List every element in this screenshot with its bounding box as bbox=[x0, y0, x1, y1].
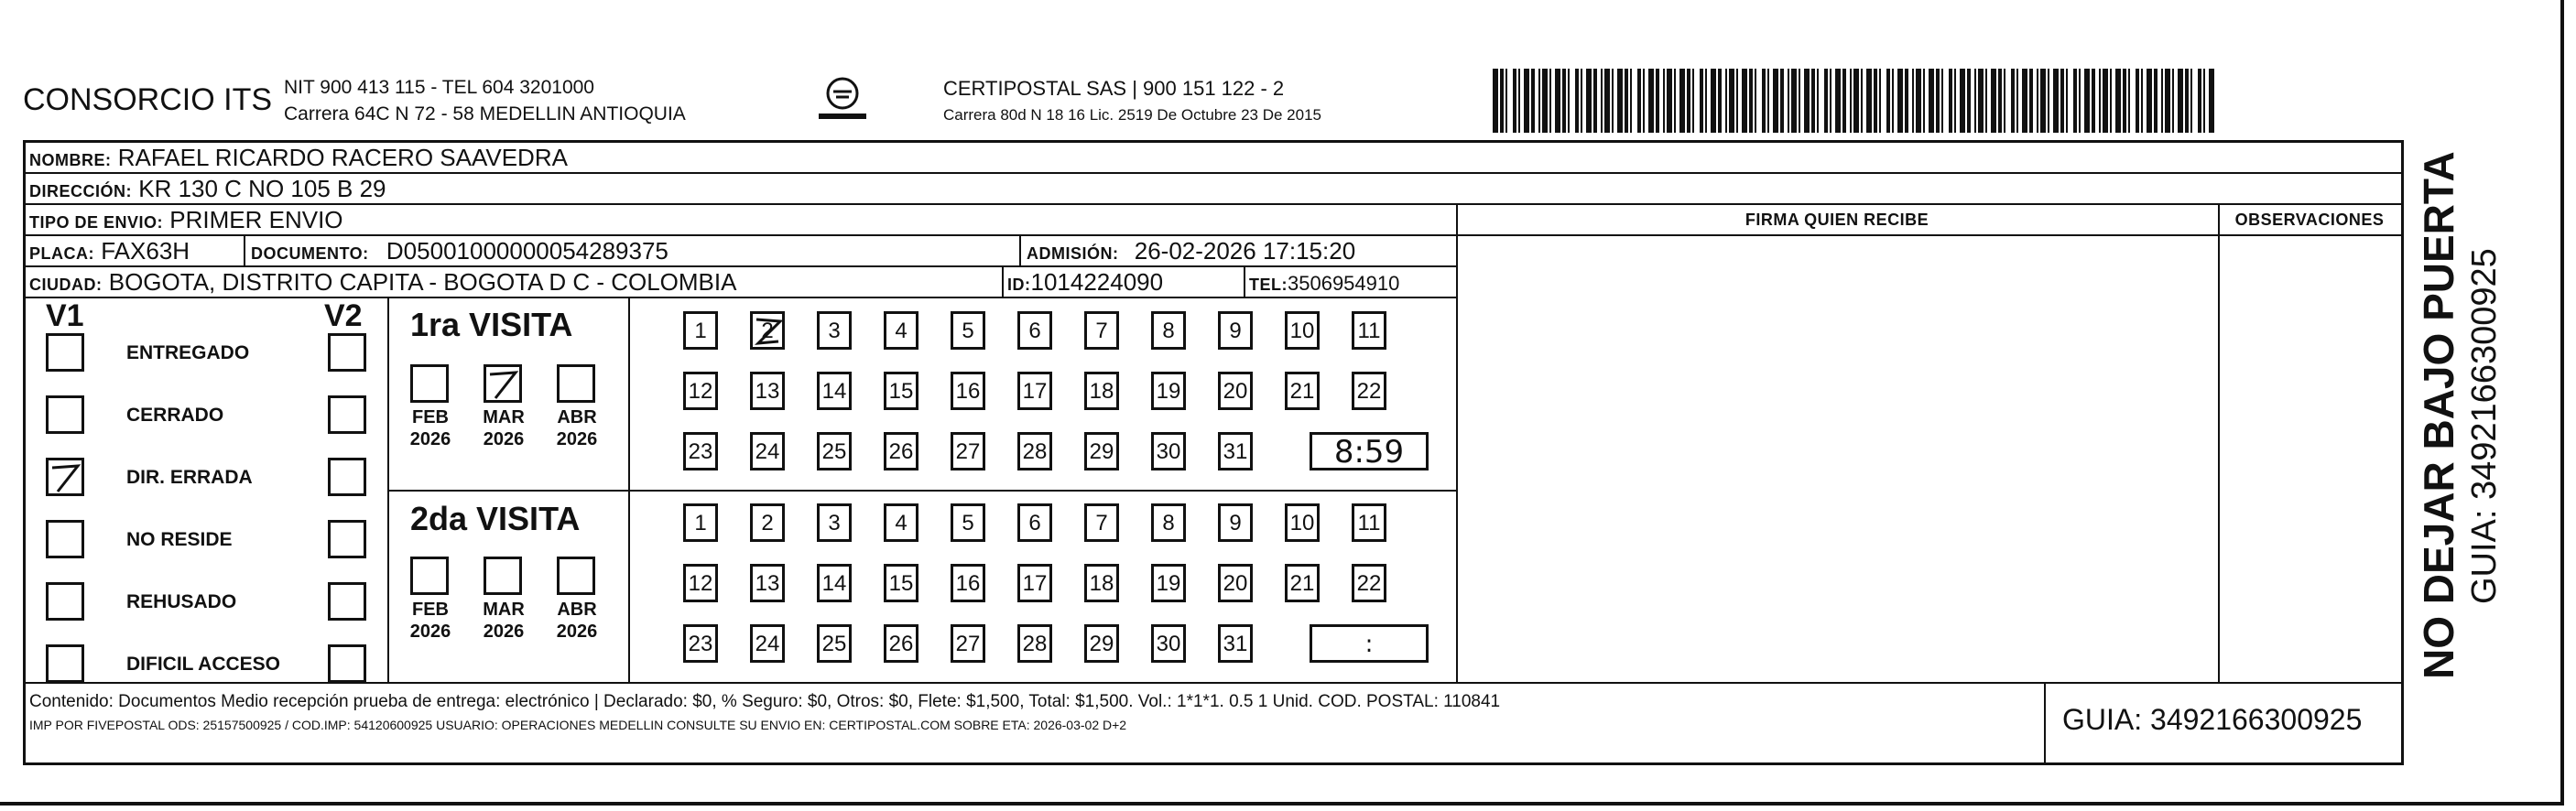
barcode-bar bbox=[1897, 69, 1903, 133]
barcode-bar bbox=[1978, 69, 1984, 133]
month-label bbox=[476, 406, 531, 450]
barcode-bar bbox=[1648, 69, 1654, 133]
barcode-bar bbox=[2203, 69, 2205, 133]
admision-value: 26-02-2026 17:15:20 bbox=[1134, 237, 1356, 265]
month-name: ABR bbox=[557, 600, 597, 620]
barcode-bar bbox=[2037, 69, 2038, 133]
month-label bbox=[476, 599, 531, 643]
day-number: 2 bbox=[761, 319, 774, 343]
barcode-bar bbox=[2048, 69, 2049, 133]
day-box[interactable]: 23 bbox=[683, 432, 718, 470]
day-box[interactable]: 20 bbox=[1218, 564, 1253, 602]
barcode-bar bbox=[1804, 69, 1810, 133]
tel-value: 3506954910 bbox=[1288, 272, 1400, 295]
barcode-bar bbox=[1967, 69, 1971, 133]
observaciones-label: OBSERVACIONES bbox=[2218, 205, 2401, 236]
month-name: ABR bbox=[557, 407, 597, 427]
month-name: MAR bbox=[483, 600, 525, 620]
month-label bbox=[549, 406, 604, 450]
barcode-bar bbox=[1656, 69, 1659, 133]
barcode-bar bbox=[2141, 69, 2143, 133]
barcode-bar bbox=[1562, 69, 1566, 133]
tipo-value: PRIMER ENVIO bbox=[169, 206, 343, 233]
barcode-bar bbox=[2022, 69, 2027, 133]
day-box[interactable]: 15 bbox=[884, 564, 918, 602]
admision-field bbox=[1027, 236, 1355, 268]
barcode bbox=[1493, 69, 2225, 133]
day-box[interactable]: 27 bbox=[951, 432, 985, 470]
day-box[interactable]: 8 bbox=[1151, 503, 1186, 542]
barcode-bar bbox=[1581, 69, 1582, 133]
barcode-bar bbox=[1892, 69, 1894, 133]
footer-line1: Contenido: Documentos Medio recepción prueba de entrega: electrónico | Declarado: $0, % Seguro: $0, Otros: $0, Flete: $1,500, Total: $1,500. Vol.: 1*1*1. 0.5 1 Unid. COD. POSTAL: 110841 bbox=[29, 692, 1501, 711]
barcode-bar bbox=[1493, 69, 1498, 133]
day-box[interactable]: 11 bbox=[1352, 503, 1386, 542]
barcode-bar bbox=[1874, 69, 1877, 133]
barcode-bar bbox=[1593, 69, 1597, 133]
second-visit-title: 2da VISITA bbox=[410, 500, 581, 537]
barcode-bar bbox=[1637, 69, 1641, 133]
ciudad-value: BOGOTA, DISTRITO CAPITA - BOGOTA D C - COLOMBIA bbox=[108, 268, 737, 296]
barcode-bar bbox=[1505, 69, 1507, 133]
barcode-bar bbox=[1835, 69, 1841, 133]
row-nombre bbox=[26, 143, 2401, 174]
day-box[interactable]: 1 bbox=[683, 503, 718, 542]
day-box[interactable]: 21 bbox=[1285, 564, 1320, 602]
day-box[interactable]: 25 bbox=[817, 624, 852, 663]
divider-id bbox=[1002, 267, 1004, 297]
day-box[interactable]: 15 bbox=[884, 372, 918, 410]
day-box[interactable]: 9 bbox=[1218, 311, 1253, 350]
day-box[interactable]: 18 bbox=[1084, 372, 1119, 410]
v1-label: V1 bbox=[46, 298, 84, 333]
divider-firma bbox=[1456, 205, 1458, 682]
row-direccion bbox=[26, 174, 2401, 205]
id-value: 1014224090 bbox=[1030, 268, 1164, 296]
v2-checkbox[interactable] bbox=[328, 520, 366, 558]
documento-value: D05001000000054289375 bbox=[386, 237, 668, 265]
day-box[interactable]: 26 bbox=[884, 432, 918, 470]
barcode-bar bbox=[2161, 69, 2163, 133]
day-box[interactable]: 11 bbox=[1352, 311, 1386, 350]
day-box[interactable]: 21 bbox=[1285, 372, 1320, 410]
month-name: FEB bbox=[412, 407, 449, 427]
day-box[interactable]: 26 bbox=[884, 624, 918, 663]
barcode-bar bbox=[2103, 69, 2108, 133]
barcode-bar bbox=[1538, 69, 1540, 133]
barcode-bar bbox=[1568, 69, 1570, 133]
day-box[interactable]: 14 bbox=[817, 372, 852, 410]
barcode-bar bbox=[1667, 69, 1672, 133]
month-name: MAR bbox=[483, 407, 525, 427]
day-box[interactable]: 23 bbox=[683, 624, 718, 663]
day-box[interactable]: 30 bbox=[1151, 432, 1186, 470]
barcode-bar bbox=[2011, 69, 2015, 133]
day-box[interactable]: 31 bbox=[1218, 624, 1253, 663]
month-name: FEB bbox=[412, 600, 449, 620]
day-box[interactable]: 13 bbox=[750, 564, 785, 602]
barcode-bar bbox=[1998, 69, 2002, 133]
divider-observaciones bbox=[2218, 205, 2220, 682]
barcode-bar bbox=[2115, 69, 2121, 133]
certipostal-logo bbox=[806, 75, 879, 126]
barcode-bar bbox=[1929, 69, 1934, 133]
day-box[interactable]: 4 bbox=[884, 503, 918, 542]
shipping-form bbox=[23, 140, 2404, 765]
tipo-label: TIPO DE ENVIO: bbox=[29, 213, 164, 232]
barcode-bar bbox=[1687, 69, 1690, 133]
day-box[interactable]: 3 bbox=[817, 503, 852, 542]
company-info-line2: Carrera 64C N 72 - 58 MEDELLIN ANTIOQUIA bbox=[284, 103, 686, 124]
day-box[interactable]: 17 bbox=[1017, 564, 1052, 602]
nombre-value: RAFAEL RICARDO RACERO SAAVEDRA bbox=[117, 144, 568, 171]
barcode-bar bbox=[1617, 69, 1623, 133]
barcode-bar bbox=[1886, 69, 1890, 133]
status-label: CERRADO bbox=[126, 405, 224, 426]
status-label: DIFICIL ACCESO bbox=[126, 654, 281, 675]
barcode-bar bbox=[1773, 69, 1778, 133]
barcode-bar bbox=[1811, 69, 1815, 133]
ciudad-field bbox=[29, 267, 736, 299]
placa-field bbox=[29, 236, 190, 268]
delivery-grid bbox=[26, 298, 1456, 682]
company-info-line1: NIT 900 413 115 - TEL 604 3201000 bbox=[284, 77, 594, 98]
documento-label: DOCUMENTO: bbox=[251, 244, 369, 263]
barcode-bar bbox=[1586, 69, 1592, 133]
v2-checkbox[interactable] bbox=[328, 458, 366, 496]
barcode-bar bbox=[1949, 69, 1952, 133]
id-label: ID: bbox=[1007, 276, 1031, 294]
v2-checkbox[interactable] bbox=[328, 333, 366, 372]
barcode-bar bbox=[2040, 69, 2046, 133]
month-year: 2026 bbox=[409, 622, 451, 642]
barcode-bar bbox=[1542, 69, 1548, 133]
barcode-bar bbox=[1531, 69, 1535, 133]
barcode-bar bbox=[1830, 69, 1831, 133]
barcode-bar bbox=[1513, 69, 1516, 133]
day-box[interactable]: 9 bbox=[1218, 503, 1253, 542]
barcode-bar bbox=[1788, 69, 1789, 133]
barcode-bar bbox=[1912, 69, 1914, 133]
barcode-bar bbox=[2079, 69, 2081, 133]
barcode-bar bbox=[1549, 69, 1551, 133]
barcode-bar bbox=[1604, 69, 1610, 133]
divider-placa bbox=[244, 236, 245, 265]
v2-checkbox[interactable] bbox=[328, 395, 366, 434]
v1-checkbox[interactable] bbox=[46, 644, 84, 683]
barcode-bar bbox=[1916, 69, 1921, 133]
barcode-bar bbox=[1736, 69, 1738, 133]
v1-checkbox[interactable] bbox=[46, 458, 84, 496]
barcode-bar bbox=[2209, 69, 2214, 133]
barcode-bar bbox=[2053, 69, 2059, 133]
placa-label: PLACA: bbox=[29, 244, 94, 263]
day-box[interactable]: 5 bbox=[951, 311, 985, 350]
barcode-bar bbox=[2092, 69, 2095, 133]
day-box[interactable]: 8 bbox=[1151, 311, 1186, 350]
barcode-bar bbox=[2128, 69, 2130, 133]
divider-guia bbox=[2044, 684, 2046, 762]
time-box[interactable]: 8:59 bbox=[1310, 432, 1429, 470]
barcode-bar bbox=[2073, 69, 2077, 133]
barcode-bar bbox=[1879, 69, 1881, 133]
barcode-bar bbox=[1718, 69, 1722, 133]
day-box[interactable]: 10 bbox=[1285, 503, 1320, 542]
day-box[interactable]: 20 bbox=[1218, 372, 1253, 410]
company-name: CONSORCIO ITS bbox=[23, 82, 273, 117]
barcode-bar bbox=[2198, 69, 2201, 133]
barcode-bar bbox=[1762, 69, 1766, 133]
status-label: NO RESIDE bbox=[126, 529, 233, 550]
day-box[interactable]: 31 bbox=[1218, 432, 1253, 470]
barcode-bar bbox=[2029, 69, 2033, 133]
admision-label: ADMISIÓN: bbox=[1027, 244, 1119, 263]
footer-guia: GUIA: 3492166300925 bbox=[2062, 703, 2363, 736]
day-box[interactable]: 17 bbox=[1017, 372, 1052, 410]
logo-icon bbox=[806, 75, 879, 126]
barcode-bar bbox=[1905, 69, 1908, 133]
barcode-bar bbox=[1625, 69, 1628, 133]
barcode-bar bbox=[1817, 69, 1819, 133]
barcode-bar bbox=[2136, 69, 2139, 133]
direccion-value: KR 130 C NO 105 B 29 bbox=[138, 175, 386, 202]
barcode-graphic bbox=[1493, 69, 2225, 133]
divider-tel bbox=[1244, 267, 1245, 297]
barcode-bar bbox=[2099, 69, 2101, 133]
barcode-bar bbox=[1941, 69, 1943, 133]
barcode-bar bbox=[1630, 69, 1632, 133]
barcode-bar bbox=[1824, 69, 1828, 133]
month-year: 2026 bbox=[409, 429, 451, 449]
direccion-label: DIRECCIÓN: bbox=[29, 182, 132, 200]
day-box[interactable]: 19 bbox=[1151, 564, 1186, 602]
barcode-bar bbox=[1923, 69, 1925, 133]
barcode-bar bbox=[1799, 69, 1800, 133]
day-box[interactable]: 16 bbox=[951, 564, 985, 602]
month-year: 2026 bbox=[556, 622, 598, 642]
v1-checkbox[interactable] bbox=[46, 395, 84, 434]
day-box[interactable]: 13 bbox=[750, 372, 785, 410]
month-checkbox[interactable] bbox=[410, 364, 449, 403]
barcode-bar bbox=[2110, 69, 2112, 133]
barcode-bar bbox=[2190, 69, 2192, 133]
side-warning: NO DEJAR BAJO PUERTA bbox=[2415, 151, 2462, 679]
v2-checkbox[interactable] bbox=[328, 644, 366, 683]
ciudad-label: CIUDAD: bbox=[29, 276, 103, 294]
month-year: 2026 bbox=[483, 622, 525, 642]
day-box[interactable]: 6 bbox=[1017, 503, 1052, 542]
barcode-bar bbox=[1853, 69, 1859, 133]
v1-checkbox[interactable] bbox=[46, 520, 84, 558]
barcode-bar bbox=[1674, 69, 1676, 133]
row-ciudad bbox=[26, 267, 1456, 298]
status-label: ENTREGADO bbox=[126, 342, 250, 363]
barcode-bar bbox=[2185, 69, 2189, 133]
tel-label: TEL: bbox=[1249, 276, 1288, 294]
id-field bbox=[1007, 267, 1163, 299]
barcode-bar bbox=[2172, 69, 2174, 133]
barcode-bar bbox=[1679, 69, 1685, 133]
day-box[interactable]: 7 bbox=[1084, 503, 1119, 542]
day-box[interactable]: 16 bbox=[951, 372, 985, 410]
day-box[interactable]: 5 bbox=[951, 503, 985, 542]
barcode-bar bbox=[2165, 69, 2170, 133]
month-checkbox[interactable] bbox=[410, 557, 449, 595]
barcode-bar bbox=[1767, 69, 1769, 133]
barcode-bar bbox=[1791, 69, 1797, 133]
day-box[interactable] bbox=[750, 311, 785, 350]
first-visit-title: 1ra VISITA bbox=[410, 306, 573, 343]
barcode-bar bbox=[1612, 69, 1614, 133]
day-box[interactable]: 29 bbox=[1084, 624, 1119, 663]
month-label bbox=[403, 406, 458, 450]
time-box[interactable]: : bbox=[1310, 624, 1429, 663]
barcode-bar bbox=[1711, 69, 1716, 133]
barcode-bar bbox=[1749, 69, 1753, 133]
day-box[interactable]: 24 bbox=[750, 432, 785, 470]
day-box[interactable]: 24 bbox=[750, 624, 785, 663]
firma-label: FIRMA QUIEN RECIBE bbox=[1456, 205, 2218, 236]
day-box[interactable]: 7 bbox=[1084, 311, 1119, 350]
day-box[interactable]: 30 bbox=[1151, 624, 1186, 663]
barcode-bar bbox=[2178, 69, 2183, 133]
day-box[interactable]: 22 bbox=[1352, 564, 1386, 602]
barcode-bar bbox=[1692, 69, 1694, 133]
barcode-bar bbox=[1954, 69, 1956, 133]
day-box[interactable]: 12 bbox=[683, 564, 718, 602]
month-checkbox[interactable] bbox=[484, 364, 522, 403]
barcode-bar bbox=[2060, 69, 2064, 133]
courier-info-line1: CERTIPOSTAL SAS | 900 151 122 - 2 bbox=[943, 77, 1285, 100]
barcode-bar bbox=[1555, 69, 1560, 133]
tel-field bbox=[1249, 267, 1399, 299]
barcode-bar bbox=[2016, 69, 2018, 133]
barcode-bar bbox=[1643, 69, 1645, 133]
row-tipo bbox=[26, 205, 1456, 236]
day-box[interactable]: 1 bbox=[683, 311, 718, 350]
barcode-bar bbox=[1936, 69, 1940, 133]
barcode-bar bbox=[1524, 69, 1529, 133]
status-label: DIR. ERRADA bbox=[126, 467, 253, 488]
day-box[interactable]: 27 bbox=[951, 624, 985, 663]
courier-info-line2: Carrera 80d N 18 16 Lic. 2519 De Octubre 23 De 2015 bbox=[943, 106, 1321, 124]
barcode-bar bbox=[1780, 69, 1784, 133]
day-box[interactable]: 14 bbox=[817, 564, 852, 602]
barcode-bar bbox=[1960, 69, 1965, 133]
status-label: REHUSADO bbox=[126, 591, 237, 612]
day-box[interactable]: 2 bbox=[750, 503, 785, 542]
v2-checkbox[interactable] bbox=[328, 582, 366, 621]
month-year: 2026 bbox=[483, 429, 525, 449]
month-label bbox=[403, 599, 458, 643]
barcode-bar bbox=[1575, 69, 1579, 133]
barcode-bar bbox=[1742, 69, 1747, 133]
day-box[interactable]: 25 bbox=[817, 432, 852, 470]
documento-field bbox=[251, 236, 668, 268]
barcode-bar bbox=[1725, 69, 1727, 133]
month-label bbox=[549, 599, 604, 643]
day-box[interactable]: 22 bbox=[1352, 372, 1386, 410]
barcode-bar bbox=[1755, 69, 1756, 133]
barcode-bar bbox=[2147, 69, 2152, 133]
barcode-bar bbox=[1991, 69, 1996, 133]
month-year: 2026 bbox=[556, 429, 598, 449]
barcode-bar bbox=[1861, 69, 1863, 133]
day-box[interactable]: 28 bbox=[1017, 432, 1052, 470]
barcode-bar bbox=[2004, 69, 2005, 133]
barcode-bar bbox=[1663, 69, 1665, 133]
placa-value: FAX63H bbox=[101, 237, 190, 265]
month-checkbox[interactable] bbox=[557, 364, 595, 403]
barcode-bar bbox=[1518, 69, 1520, 133]
v1-checkbox[interactable] bbox=[46, 333, 84, 372]
day-box[interactable]: 3 bbox=[817, 311, 852, 350]
barcode-bar bbox=[1866, 69, 1872, 133]
barcode-bar bbox=[2154, 69, 2158, 133]
nombre-label: NOMBRE: bbox=[29, 151, 112, 169]
v2-label: V2 bbox=[324, 298, 363, 333]
day-box[interactable]: 28 bbox=[1017, 624, 1052, 663]
barcode-bar bbox=[1700, 69, 1703, 133]
barcode-bar bbox=[2084, 69, 2090, 133]
barcode-bar bbox=[2123, 69, 2126, 133]
barcode-bar bbox=[1985, 69, 1987, 133]
divider-visits bbox=[387, 490, 1456, 492]
barcode-bar bbox=[1601, 69, 1603, 133]
barcode-bar bbox=[1974, 69, 1976, 133]
month-checkbox[interactable] bbox=[557, 557, 595, 595]
day-box[interactable]: 4 bbox=[884, 311, 918, 350]
month-checkbox[interactable] bbox=[484, 557, 522, 595]
barcode-bar bbox=[1850, 69, 1852, 133]
day-box[interactable]: 10 bbox=[1285, 311, 1320, 350]
barcode-bar bbox=[2066, 69, 2068, 133]
day-box[interactable]: 6 bbox=[1017, 311, 1052, 350]
day-box[interactable]: 12 bbox=[683, 372, 718, 410]
day-box[interactable]: 19 bbox=[1151, 372, 1186, 410]
barcode-bar bbox=[1705, 69, 1707, 133]
barcode-bar bbox=[1842, 69, 1846, 133]
day-box[interactable]: 29 bbox=[1084, 432, 1119, 470]
side-guia: GUIA: 3492166300925 bbox=[2465, 248, 2504, 604]
barcode-bar bbox=[1500, 69, 1504, 133]
v1-checkbox[interactable] bbox=[46, 582, 84, 621]
barcode-bar bbox=[1729, 69, 1734, 133]
divider-admision bbox=[1019, 236, 1021, 265]
row-placa bbox=[26, 236, 1456, 267]
day-box[interactable]: 18 bbox=[1084, 564, 1119, 602]
footer-line2: IMP POR FIVEPOSTAL ODS: 25157500925 / COD.IMP: 54120600925 USUARIO: OPERACIONES MEDELLIN CONSULTE SU ENVIO EN: CERTIPOSTAL.COM SOBRE ETA: 2026-03-02 D+2 bbox=[29, 718, 1127, 732]
